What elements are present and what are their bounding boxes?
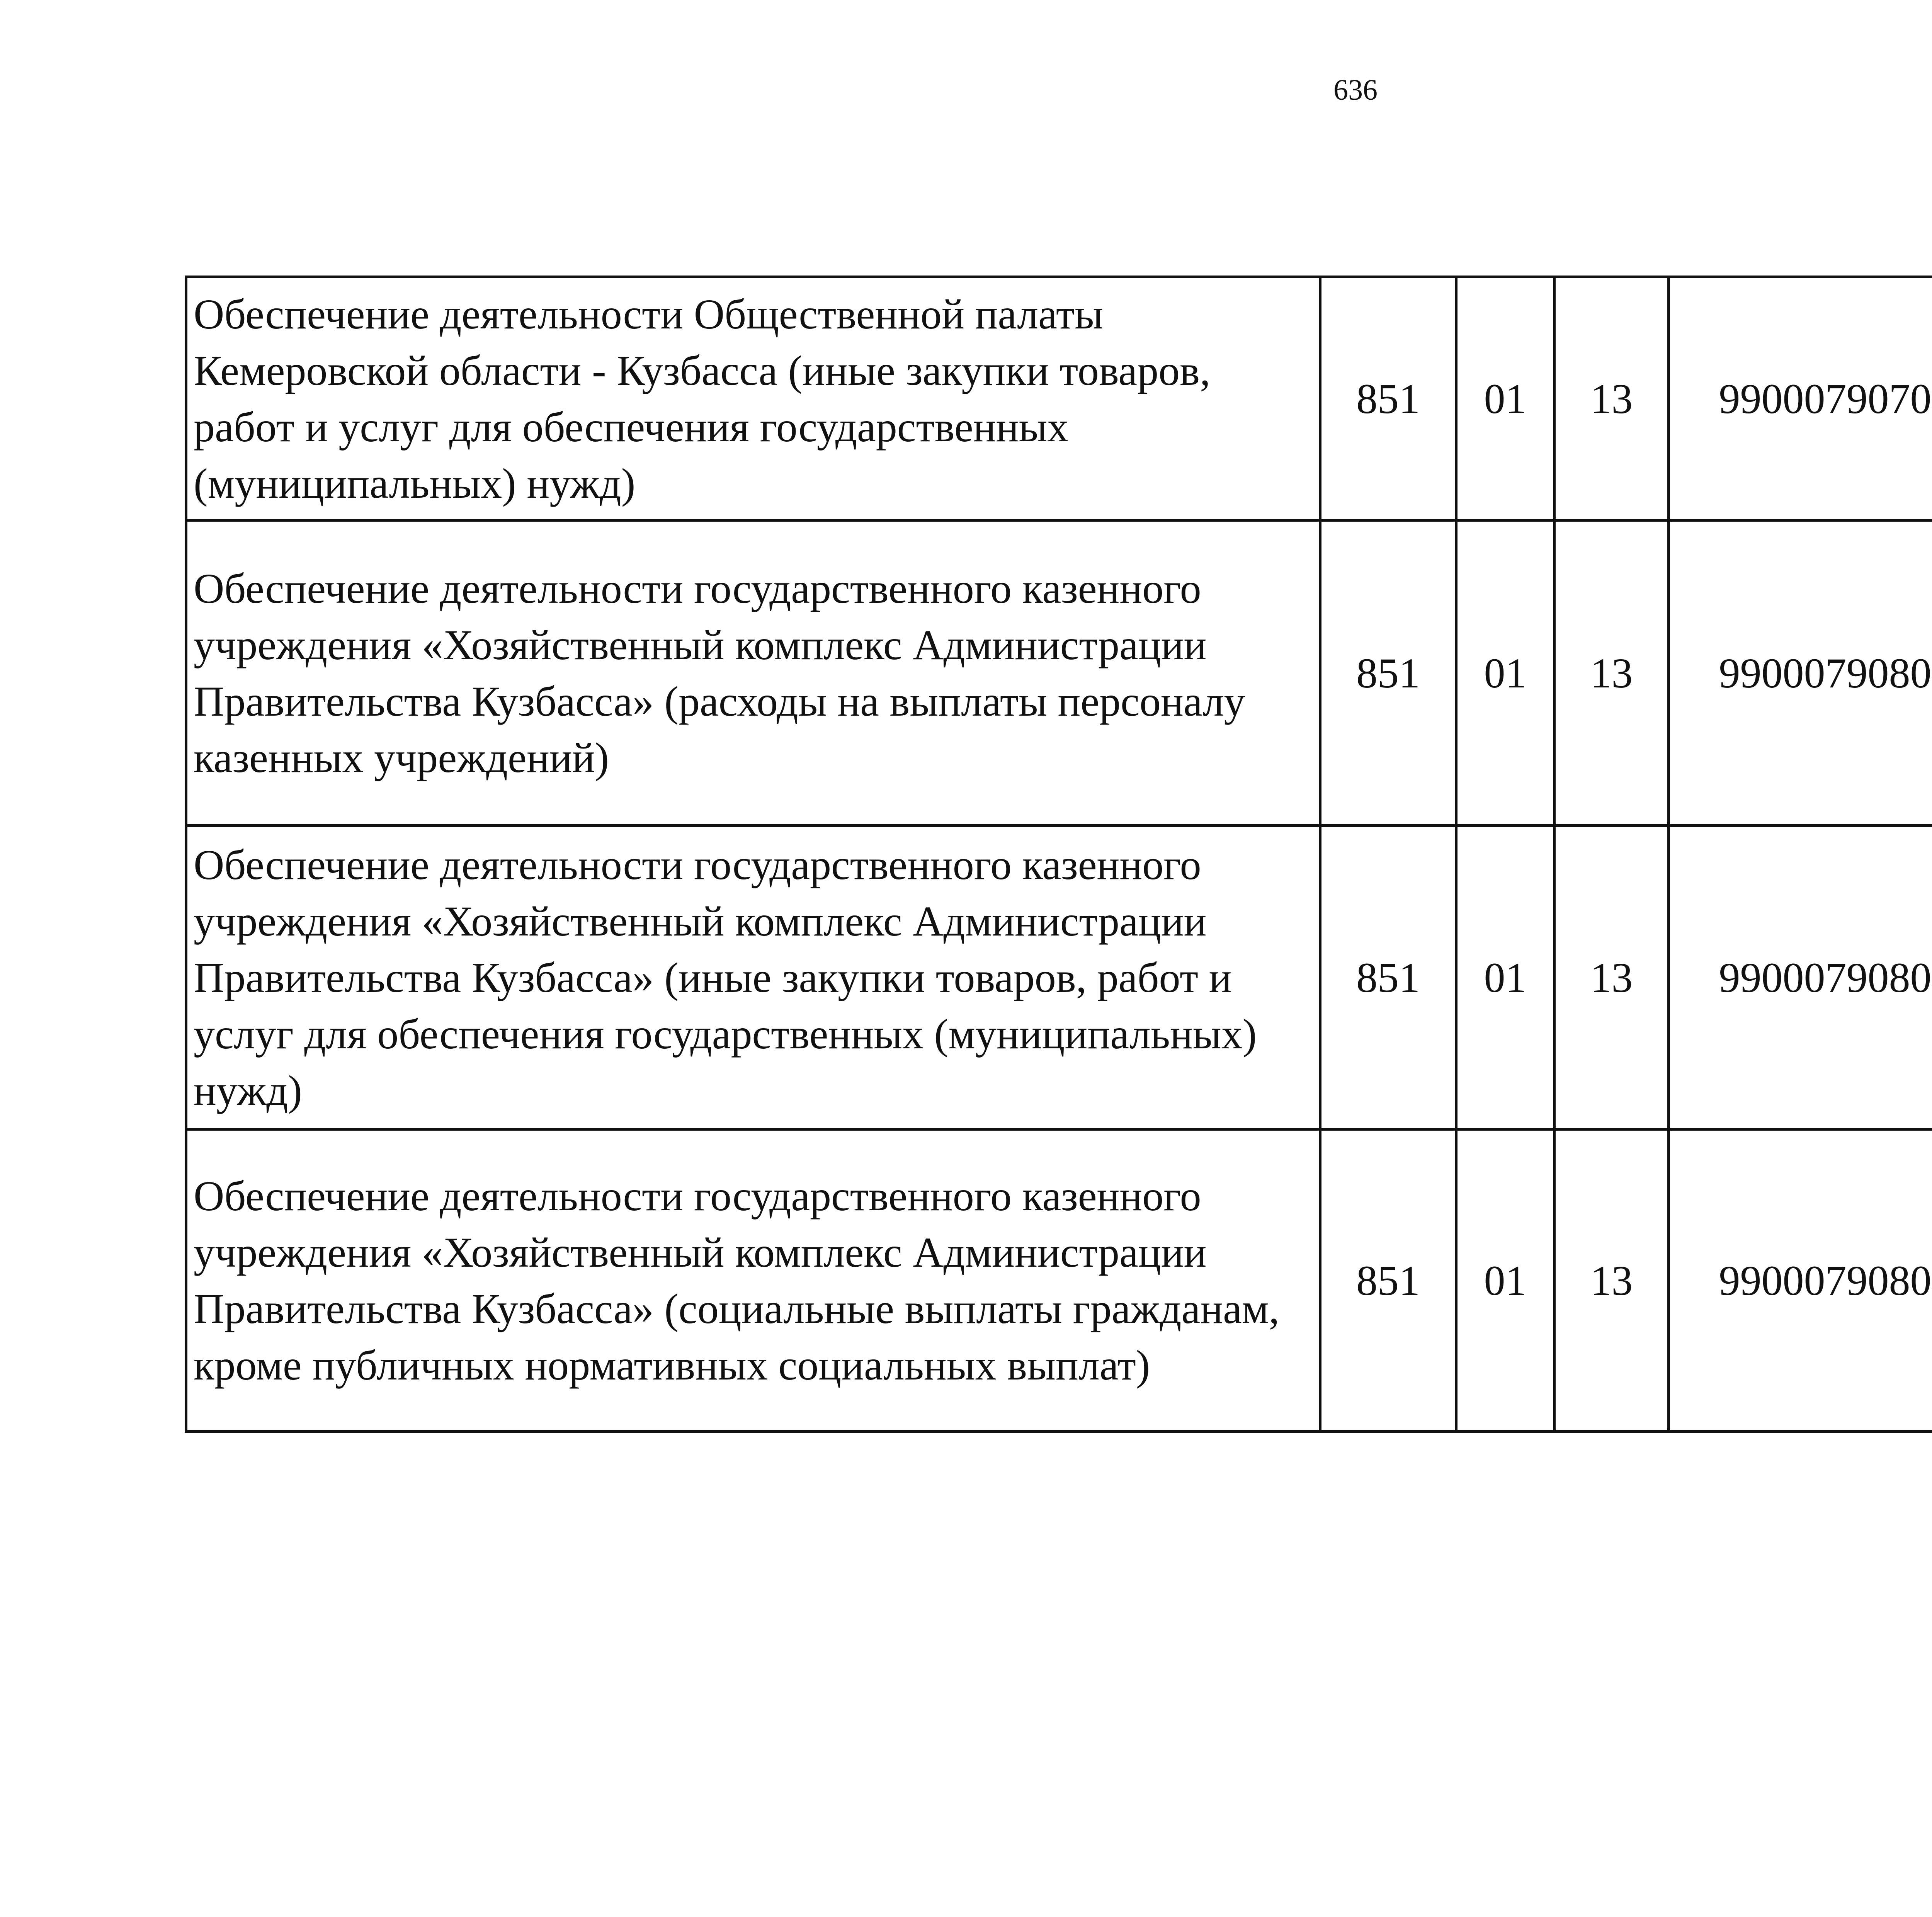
section-code: 01 xyxy=(1456,1129,1554,1432)
target-article-code: 9900079080 xyxy=(1669,826,1932,1129)
row-description: Обеспечение деятельности государственного казенного учреждения «Хозяйственный комплекс Администрации Правительства Кузбасса» (расходы на выплаты персоналу казенных учреждений) xyxy=(186,520,1320,826)
page-number: 636 xyxy=(1333,74,1378,106)
budget-table xyxy=(185,276,1932,1433)
table-row xyxy=(186,1129,1932,1432)
target-article-code: 9900079080 xyxy=(1669,520,1932,826)
subsection-code: 13 xyxy=(1554,520,1669,826)
ministry-code: 851 xyxy=(1320,520,1456,826)
subsection-code: 13 xyxy=(1554,1129,1669,1432)
ministry-code: 851 xyxy=(1320,826,1456,1129)
table-row xyxy=(186,826,1932,1129)
section-code: 01 xyxy=(1456,520,1554,826)
ministry-code: 851 xyxy=(1320,1129,1456,1432)
subsection-code: 13 xyxy=(1554,826,1669,1129)
row-description: Обеспечение деятельности государственного казенного учреждения «Хозяйственный комплекс Администрации Правительства Кузбасса» (социальные выплаты гражданам, кроме публичных нормативных социальных выплат) xyxy=(186,1129,1320,1432)
section-code: 01 xyxy=(1456,826,1554,1129)
target-article-code: 9900079080 xyxy=(1669,1129,1932,1432)
table-row xyxy=(186,277,1932,520)
ministry-code: 851 xyxy=(1320,277,1456,520)
section-code: 01 xyxy=(1456,277,1554,520)
row-description: Обеспечение деятельности государственного казенного учреждения «Хозяйственный комплекс Администрации Правительства Кузбасса» (иные закупки товаров, работ и услуг для обеспечения государственных (муниципальных) нужд) xyxy=(186,826,1320,1129)
row-description: Обеспечение деятельности Общественной палаты Кемеровской области - Кузбасса (иные закупки товаров, работ и услуг для обеспечения государственных (муниципальных) нужд) xyxy=(186,277,1320,520)
target-article-code: 9900079070 xyxy=(1669,277,1932,520)
table-row xyxy=(186,520,1932,826)
subsection-code: 13 xyxy=(1554,277,1669,520)
